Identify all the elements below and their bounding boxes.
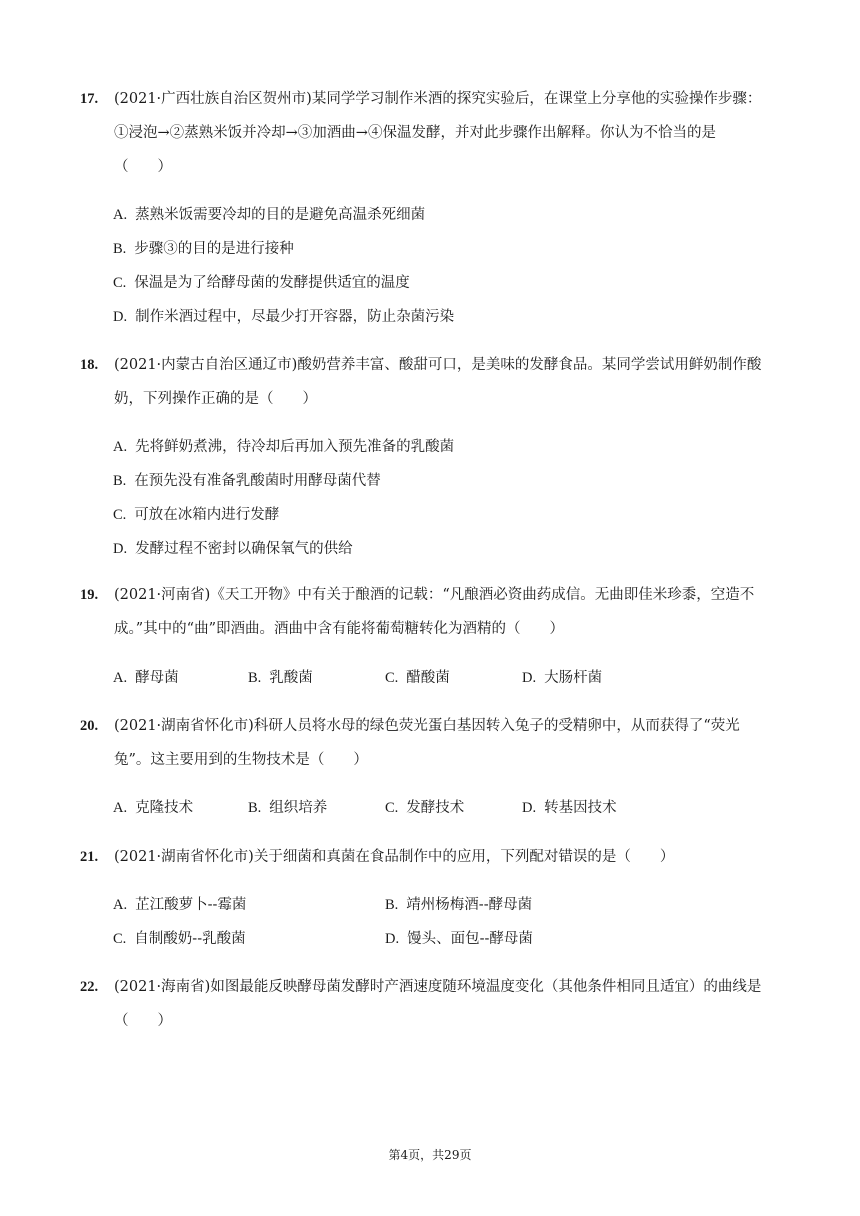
option-b [113, 471, 381, 491]
question-21 [80, 847, 780, 867]
option-letter: B. [248, 670, 262, 686]
question-number: 21. [80, 849, 99, 865]
option-letter: D. [522, 800, 537, 816]
option-text: 组织培养 [269, 800, 328, 816]
question-number: 18. [80, 357, 99, 373]
question-text-line: 成。”其中的“曲”即酒曲。酒曲中含有能将葡萄糖转化为酒精的（ ） [114, 621, 564, 637]
question-17 [80, 89, 780, 177]
option-text: 可放在冰箱内进行发酵 [134, 507, 280, 523]
option-letter: A. [113, 670, 128, 686]
option-text: 馒头、面包--酵母菌 [407, 931, 533, 947]
question-number: 19. [80, 587, 99, 603]
option-b [113, 239, 294, 259]
option-c [385, 668, 450, 688]
option-letter: D. [385, 931, 400, 947]
option-text: 转基因技术 [544, 800, 617, 816]
option-text: 自制酸奶--乳酸菌 [134, 931, 246, 947]
answer-blank: （ ） [114, 159, 172, 175]
option-letter: B. [248, 800, 262, 816]
option-text: 大肠杆菌 [544, 670, 603, 686]
option-letter: C. [113, 275, 127, 291]
option-letter: D. [113, 309, 128, 325]
option-letter: D. [113, 541, 128, 557]
option-letter: C. [385, 670, 399, 686]
option-d [522, 798, 617, 818]
question-text-line: 兔”。这主要用到的生物技术是（ ） [114, 752, 368, 768]
option-letter: A. [113, 800, 128, 816]
question-number: 17. [80, 91, 99, 107]
option-c [113, 505, 279, 525]
option-c [113, 273, 410, 293]
option-b [385, 895, 532, 915]
option-letter: C. [385, 800, 399, 816]
question-19 [80, 585, 780, 639]
option-d [113, 539, 353, 559]
option-a [113, 668, 179, 688]
option-letter: B. [113, 473, 127, 489]
option-letter: C. [113, 507, 127, 523]
question-18 [80, 355, 780, 409]
page-footer: 第4页，共29页 [388, 1148, 472, 1162]
question-text-line: 奶，下列操作正确的是（ ） [114, 391, 317, 407]
option-text: 在预先没有准备乳酸菌时用酵母菌代替 [134, 473, 381, 489]
question-text-line: (2021·河南省)《天工开物》中有关于酿酒的记载：“凡酿酒必资曲药成信。无曲即佳米珍黍，空造不 [114, 587, 755, 603]
question-text-line: (2021·湖南省怀化市)关于细菌和真菌在食品制作中的应用，下列配对错误的是（ ） [114, 849, 675, 865]
option-a [113, 895, 246, 915]
option-a [113, 437, 454, 457]
option-text: 酵母菌 [135, 670, 179, 686]
option-text: 蒸熟米饭需要冷却的目的是避免高温杀死细菌 [135, 207, 426, 223]
option-d [385, 929, 533, 949]
option-b [248, 668, 313, 688]
option-letter: B. [113, 241, 127, 257]
option-letter: D. [522, 670, 537, 686]
option-letter: A. [113, 439, 128, 455]
option-text: 发酵过程不密封以确保氧气的供给 [135, 541, 353, 557]
option-d [113, 307, 454, 327]
option-text: 步骤③的目的是进行接种 [134, 241, 294, 257]
question-20 [80, 716, 780, 770]
option-text: 先将鲜奶煮沸，待冷却后再加入预先准备的乳酸菌 [135, 439, 455, 455]
option-text: 靖州杨梅酒--酵母菌 [406, 897, 533, 913]
option-text: 保温是为了给酵母菌的发酵提供适宜的温度 [134, 275, 410, 291]
question-text-line: ①浸泡→②蒸熟米饭并冷却→③加酒曲→④保温发酵，并对此步骤作出解释。你认为不恰当的是 [114, 125, 716, 141]
answer-blank: （ ） [114, 1013, 172, 1029]
question-text-line: (2021·内蒙古自治区通辽市)酸奶营养丰富、酸甜可口，是美味的发酵食品。某同学尝试用鲜奶制作酸 [114, 357, 762, 373]
option-letter: A. [113, 207, 128, 223]
option-b [248, 798, 327, 818]
question-22 [80, 977, 780, 1031]
option-letter: C. [113, 931, 127, 947]
option-a [113, 205, 425, 225]
question-number: 22. [80, 979, 99, 995]
option-text: 制作米酒过程中，尽最少打开容器，防止杂菌污染 [135, 309, 455, 325]
option-a [113, 798, 193, 818]
option-text: 发酵技术 [406, 800, 465, 816]
option-c [113, 929, 246, 949]
option-text: 醋酸菌 [406, 670, 450, 686]
option-text: 乳酸菌 [269, 670, 313, 686]
question-text-line: (2021·广西壮族自治区贺州市)某同学学习制作米酒的探究实验后，在课堂上分享他的实验操作步骤： [114, 91, 762, 107]
option-d [522, 668, 602, 688]
question-text-line: (2021·海南省)如图最能反映酵母菌发酵时产酒速度随环境温度变化（其他条件相同且适宜）的曲线是 [114, 979, 762, 995]
option-text: 克隆技术 [135, 800, 194, 816]
question-text-line: (2021·湖南省怀化市)科研人员将水母的绿色荧光蛋白基因转入兔子的受精卵中，从而获得了“荧光 [114, 718, 740, 734]
question-number: 20. [80, 718, 99, 734]
option-text: 芷江酸萝卜--霉菌 [135, 897, 247, 913]
option-letter: B. [385, 897, 399, 913]
option-letter: A. [113, 897, 128, 913]
option-c [385, 798, 464, 818]
